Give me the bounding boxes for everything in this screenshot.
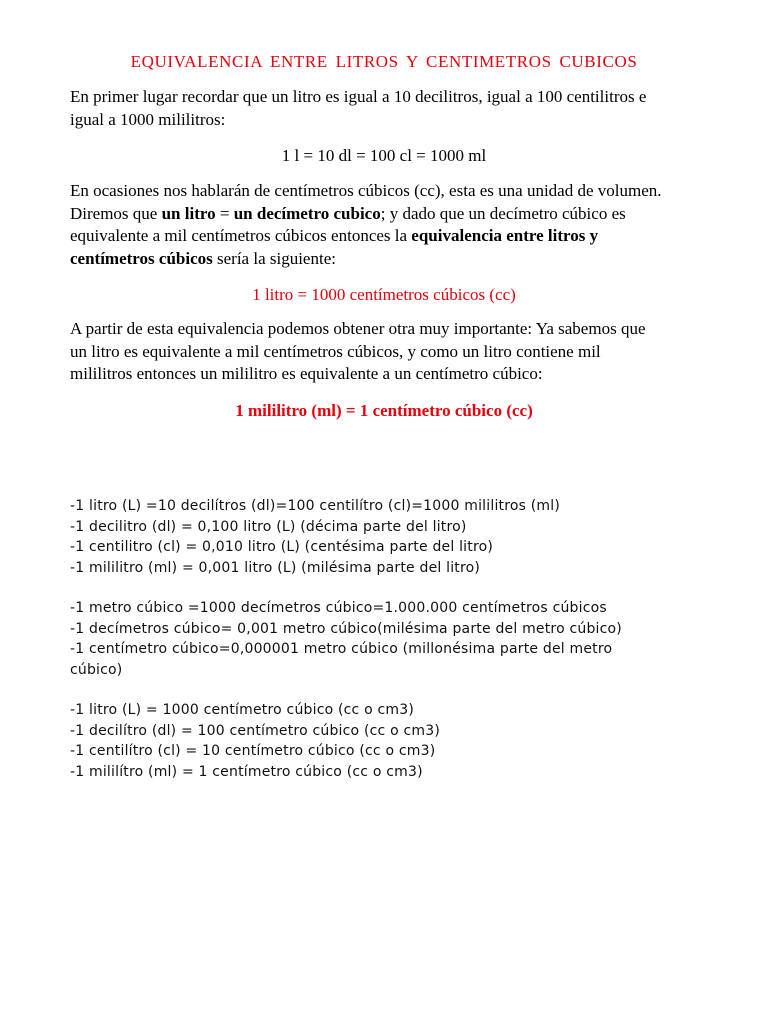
list-item: -1 centilitro (cl) = 0,010 litro (L) (centésima parte del litro) — [70, 539, 494, 555]
list-item: -1 mililitro (ml) = 0,001 litro (L) (milésima parte del litro) — [70, 559, 481, 576]
intro-paragraph — [70, 86, 710, 131]
para2-bold-un-litro: un litro — [161, 203, 216, 223]
list-litre-fractions — [70, 496, 730, 578]
list-item: -1 mililítro (ml) = 1 centímetro cúbico (cc o cm3) — [70, 763, 423, 780]
list-litre-to-cc — [70, 700, 730, 782]
para2-bold-decimetro: un decímetro cubico — [233, 203, 381, 223]
para2-line-3 — [70, 225, 710, 248]
list-item: -1 decilítro (dl) = 100 centímetro cúbico (cc o cm3) — [70, 722, 440, 739]
para2-bold-equivalencia: equivalencia entre litros y — [411, 226, 599, 245]
para2-line-4 — [70, 248, 710, 271]
list-item: -1 centilítro (cl) = 10 centímetro cúbico (cc o cm3) — [70, 743, 436, 759]
para2-line-2 — [70, 203, 710, 226]
document-title: EQUIVALENCIA ENTRE LITROS Y CENTIMETROS CUBICOS — [130, 52, 638, 71]
para2-line3-text: equivalente a mil centímetros cúbicos entonces la — [70, 226, 412, 245]
para3-line-2: un litro es equivalente a mil centímetros cúbicos, y como un litro contiene mil — [70, 341, 601, 361]
para2-line-1: En ocasiones nos hablarán de centímetros cúbicos (cc), esta es una unidad de volumen. — [70, 181, 662, 200]
para2-equals: = — [215, 203, 234, 223]
list-item: cúbico) — [70, 661, 123, 678]
list-item: -1 centímetro cúbico=0,000001 metro cúbico (millonésima parte del metro — [70, 641, 613, 657]
para2-text-tail: ; y dado que un decímetro cúbico es — [380, 203, 626, 223]
list-item: -1 litro (L) =10 decilítros (dl)=100 centilítro (cl)=1000 mililitros (ml) — [70, 498, 561, 514]
list-item: -1 litro (L) = 1000 centímetro cúbico (cc o cm3) — [70, 702, 415, 718]
list-cubic-metres — [70, 598, 730, 680]
formula-litro-cc: 1 litro = 1000 centímetros cúbicos (cc) — [252, 285, 516, 304]
list-item: -1 decilitro (dl) = 0,100 litro (L) (décima parte del litro) — [70, 518, 467, 535]
para2-text: Diremos que — [70, 203, 162, 223]
para2-bold-centimetros: centímetros cúbicos — [70, 248, 213, 268]
intro-line-1: En primer lugar recordar que un litro es igual a 10 decilitros, igual a 100 centilitros e — [70, 87, 647, 106]
para3-line-3: mililitros entonces un mililitro es equivalente a un centímetro cúbico: — [70, 364, 543, 383]
mililitro-paragraph — [70, 318, 710, 386]
formula-mililitro-cc: 1 mililitro (ml) = 1 centímetro cúbico (cc) — [235, 401, 533, 420]
para2-line4-text: sería la siguiente: — [212, 248, 336, 268]
formula-liters-equivalence: 1 l = 10 dl = 100 cl = 1000 ml — [281, 146, 487, 165]
list-item: -1 metro cúbico =1000 decímetros cúbico=1.000.000 centímetros cúbicos — [70, 600, 607, 616]
list-item: -1 decímetros cúbico= 0,001 metro cúbico(milésima parte del metro cúbico) — [70, 620, 622, 637]
volume-unit-paragraph — [70, 180, 710, 270]
intro-line-2: igual a 1000 mililitros: — [70, 109, 226, 129]
para3-line-1: A partir de esta equivalencia podemos obtener otra muy importante: Ya sabemos que — [70, 319, 646, 338]
